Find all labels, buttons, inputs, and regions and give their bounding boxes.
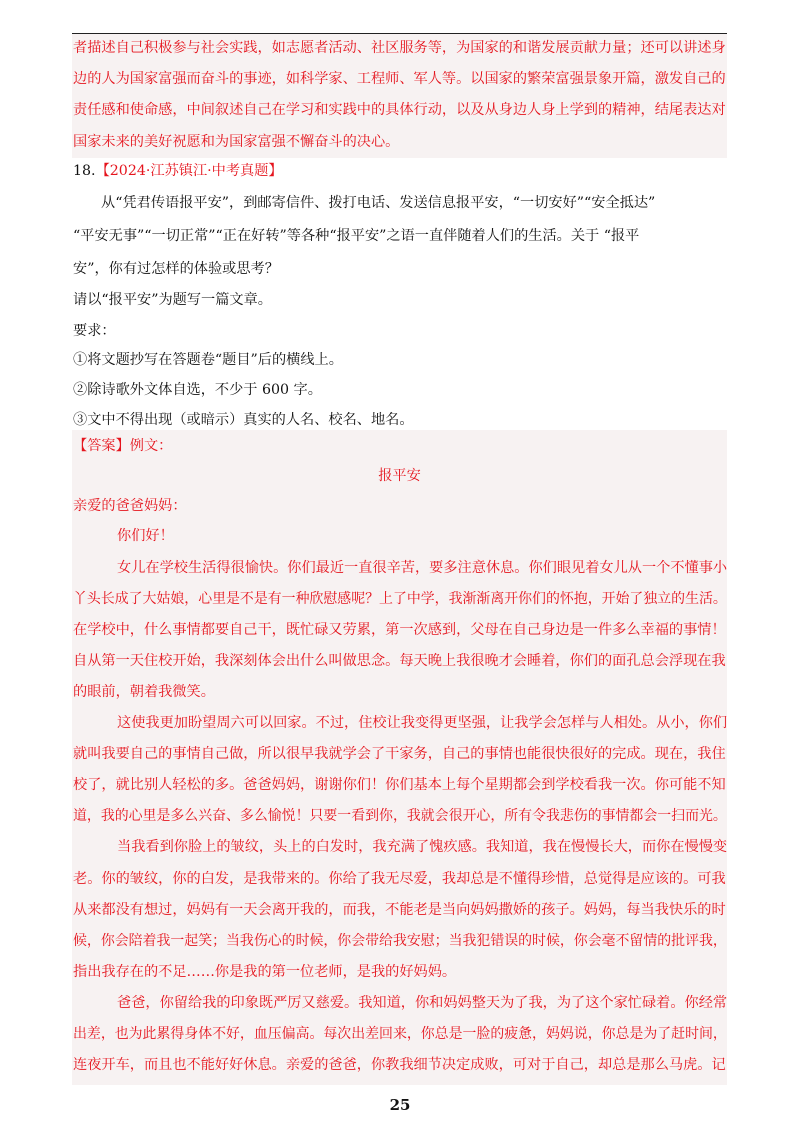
top-paragraph-line: 边的人为国家富强而奋斗的事迹，如科学家、工程师、军人等。以国家的繁荣富强景象开篇，激发自己的 [73, 71, 726, 87]
essay-line: 当我看到你脸上的皱纹，头上的白发时，我充满了愧疚感。我知道，我在慢慢长大，而你在慢慢变 [117, 839, 728, 855]
essay-line: 指出我存在的不足……你是我的第一位老师，是我的好妈妈。 [73, 964, 457, 980]
essay-line: 就叫我要自己的事情自己做，所以很早我就学会了干家务，自己的事情也能很快很好的完成。现在，我住 [73, 746, 726, 762]
question-header [73, 162, 283, 180]
essay-greeting: 你们好！ [117, 528, 174, 544]
essay-line: 在学校中，什么事情都要自己干，既忙碌又劳累，第一次感到，父母在自己身边是一件多么幸福的事情！ [73, 622, 726, 638]
top-paragraph-line: 者描述自己积极参与社会实践，如志愿者活动、社区服务等，为国家的和谐发展贡献力量；还可以讲述身 [73, 40, 726, 56]
requirements-label: 要求： [73, 323, 116, 339]
top-paragraph-line: 国家未来的美好祝愿和为国家富强不懈奋斗的决心。 [73, 134, 400, 150]
answer-header [73, 437, 172, 455]
essay-line: 丫头长成了大姑娘，心里是不是有一种欣慰感呢？上了中学，我渐渐离开你们的怀抱，开始了独立的生活。 [73, 591, 727, 607]
question-prompt-line: 从“凭君传语报平安”，到邮寄信件、拨打电话、发送信息报平安，“一切安好”“安全抵达” [101, 195, 656, 211]
essay-line: 女儿在学校生活得很愉快。你们最近一直很辛苦，要多注意休息。你们眼见着女儿从一个不懂事小 [117, 560, 728, 576]
essay-line: 这使我更加盼望周六可以回家。不过，住校让我变得更坚强，让我学会怎样与人相处。从小，你们 [117, 715, 728, 731]
requirement-item: ②除诗歌外文体自选，不少于 600 字。 [73, 382, 322, 398]
page-number: 25 [389, 1096, 411, 1114]
essay-line: 老。你的皱纹，你的白发，是我带来的。你给了我无尽爱，我却总是不懂得珍惜，总觉得是应该的。可我 [73, 871, 726, 887]
essay-line: 爸爸，你留给我的印象既严厉又慈爱。我知道，你和妈妈整天为了我，为了这个家忙碌着。你经常 [117, 995, 728, 1011]
essay-line: 的眼前，朝着我微笑。 [73, 684, 215, 700]
essay-line: 道，我的心里是多么兴奋、多么愉悦！只要一看到你，我就会很开心，所有令我悲伤的事情都会一扫而光。 [73, 808, 727, 824]
essay-salutation: 亲爱的爸爸妈妈： [73, 498, 187, 514]
question-instruction: 请以“报平安”为题写一篇文章。 [73, 292, 272, 308]
answer-label: 【答案】 [73, 438, 130, 454]
question-number: 18. [73, 163, 96, 179]
requirement-item: ③文中不得出现（或暗示）真实的人名、校名、地名。 [73, 412, 414, 428]
question-prompt-line: “平安无事”“一切正常”“正在好转”等各种“报平安”之语一直伴随着人们的生活。关于 “报平 [73, 228, 640, 244]
question-prompt-line: 安”，你有过怎样的体验或思考？ [73, 261, 279, 277]
essay-line: 从来都没有想过，妈妈有一天会离开我的，而我，不能老是当向妈妈撒娇的孩子。妈妈，每当我快乐的时 [73, 902, 726, 918]
requirement-item: ①将文题抄写在答题卷“题目”后的横线上。 [73, 352, 343, 368]
question-source: 【2024·江苏镇江·中考真题】 [95, 163, 283, 179]
essay-line: 校了，就比别人轻松的多。爸爸妈妈，谢谢你们！你们基本上每个星期都会到学校看我一次。你可能不知 [73, 777, 726, 793]
essay-title: 报平安 [378, 468, 421, 484]
essay-line: 候，你会陪着我一起笑；当我伤心的时候，你会带给我安慰；当我犯错误的时候，你会毫不留情的批评我， [73, 933, 727, 949]
essay-line: 自从第一天住校开始，我深刻体会出什么叫做思念。每天晚上我很晚才会睡着，你们的面孔总会浮现在我 [73, 653, 726, 669]
essay-line: 出差，也为此累得身体不好，血压偏高。每次出差回来，你总是一脸的疲惫，妈妈说，你总是为了赶时间， [73, 1026, 727, 1042]
essay-line: 连夜开车，而且也不能好好休息。亲爱的爸爸，你教我细节决定成败，可对于自己，却总是那么马虎。记 [73, 1057, 726, 1073]
answer-label-suffix: 例文： [129, 438, 173, 454]
top-paragraph-line: 责任感和使命感，中间叙述自己在学习和实践中的具体行动，以及从身边人身上学到的精神，结尾表达对 [73, 102, 726, 118]
